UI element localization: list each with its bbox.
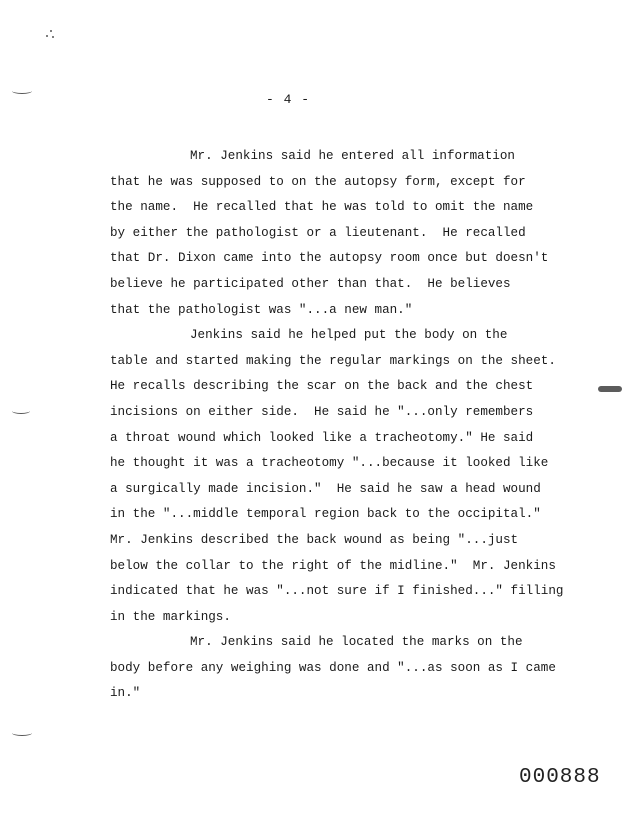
text-line: body before any weighing was done and "...as soon as I came bbox=[110, 660, 556, 675]
page-number: - 4 - bbox=[266, 92, 311, 107]
document-id-stamp: 000888 bbox=[519, 766, 601, 789]
text-line: that the pathologist was "...a new man." bbox=[110, 302, 413, 317]
scan-mark bbox=[12, 408, 30, 414]
text-line: he thought it was a tracheotomy "...because it looked like bbox=[110, 456, 549, 471]
scan-mark bbox=[12, 730, 32, 736]
text-line: He recalls describing the scar on the back and the chest bbox=[110, 379, 534, 394]
scan-mark bbox=[12, 88, 32, 94]
text-line: a surgically made incision." He said he saw a head wound bbox=[110, 481, 541, 496]
text-line: that Dr. Dixon came into the autopsy room once but doesn't bbox=[110, 251, 549, 266]
text-line: below the collar to the right of the midline." Mr. Jenkins bbox=[110, 558, 556, 573]
text-line: Jenkins said he helped put the body on the bbox=[190, 328, 508, 343]
text-line: that he was supposed to on the autopsy form, except for bbox=[110, 174, 526, 189]
text-line: a throat wound which looked like a tracheotomy." He said bbox=[110, 430, 534, 445]
document-body bbox=[110, 144, 570, 707]
scan-smudge bbox=[598, 386, 622, 392]
text-line: Mr. Jenkins said he located the marks on the bbox=[190, 635, 523, 650]
text-line: in the "...middle temporal region back to the occipital." bbox=[110, 507, 541, 522]
text-line: the name. He recalled that he was told to omit the name bbox=[110, 200, 534, 215]
text-line: table and started making the regular markings on the sheet. bbox=[110, 353, 556, 368]
text-line: incisions on either side. He said he "...only remembers bbox=[110, 404, 534, 419]
text-line: indicated that he was "...not sure if I finished..." filling bbox=[110, 584, 564, 599]
text-line: by either the pathologist or a lieutenant. He recalled bbox=[110, 225, 526, 240]
paragraph bbox=[110, 630, 570, 707]
scan-speck bbox=[46, 30, 54, 38]
paragraph bbox=[110, 144, 570, 323]
text-line: Mr. Jenkins said he entered all information bbox=[190, 149, 515, 163]
text-line: believe he participated other than that. He believes bbox=[110, 276, 511, 291]
text-line: in." bbox=[110, 686, 141, 701]
text-line: in the markings. bbox=[110, 609, 231, 624]
paragraph bbox=[110, 323, 570, 630]
text-line: Mr. Jenkins described the back wound as being "...just bbox=[110, 532, 519, 547]
